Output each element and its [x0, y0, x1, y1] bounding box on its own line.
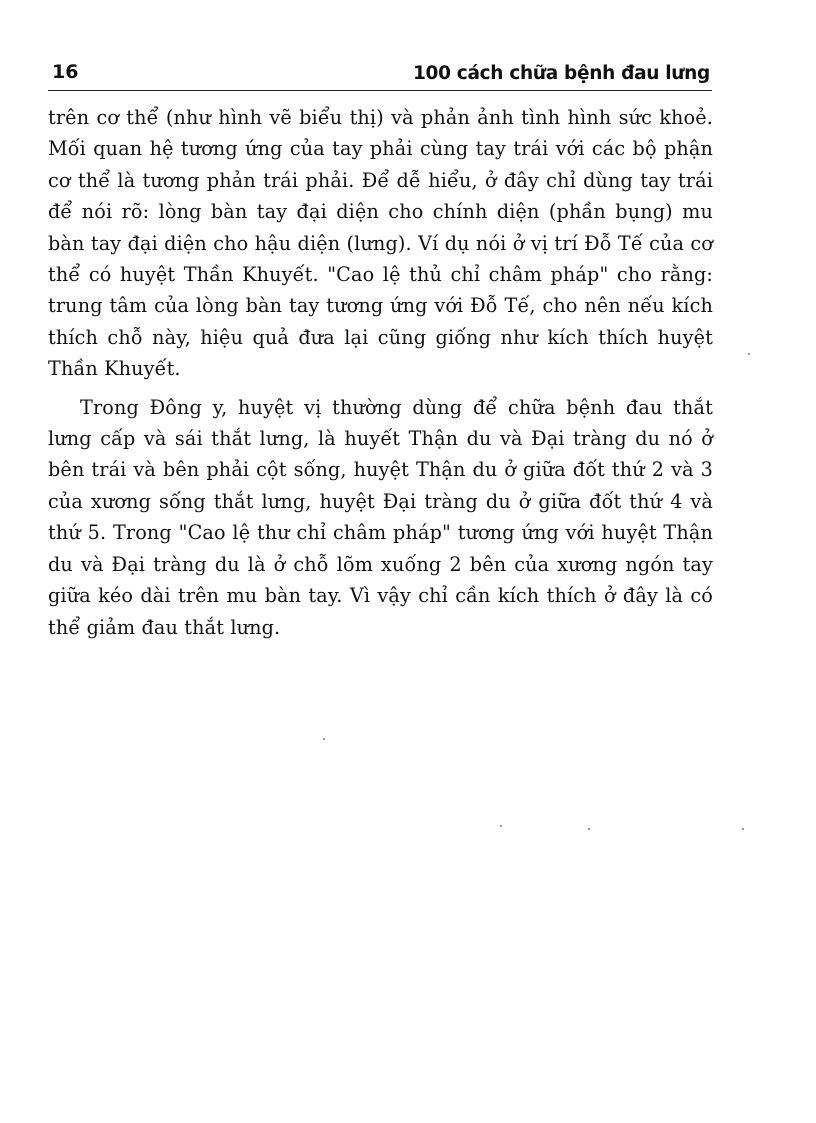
scan-speck [742, 828, 744, 830]
scan-speck [500, 825, 502, 827]
scan-speck [323, 738, 325, 740]
running-title: 100 cách chữa bệnh đau lưng [412, 63, 710, 84]
body-text [48, 102, 713, 643]
scan-speck [748, 353, 750, 355]
page-number: 16 [52, 61, 79, 83]
scan-speck [588, 828, 590, 830]
running-header [48, 58, 712, 91]
paragraph-acupoints: Trong Đông y, huyệt vị thường dùng để chữa bệnh đau thắt lưng cấp và sái thắt lưng, là huyết Thận du và Đại tràng du nó ở bên trái và bên phải cột sống, huyệt Thận du ở giữa đốt thứ 2 và 3 của xương sống thắt lưng, huyệt Đại tràng du ở giữa đốt thứ 4 và thứ 5. Trong "Cao lệ thư chỉ châm pháp" tương ứng với huyệt Thận du và Đại tràng du là ở chỗ lõm xuống 2 bên của xương ngón tay giữa kéo dài trên mu bàn tay. Vì vậy chỉ cần kích thích ở đây là có thể giảm đau thắt lưng. [48, 395, 713, 639]
paragraph-continued: trên cơ thể (như hình vẽ biểu thị) và phản ảnh tình hình sức khoẻ. Mối quan hệ tương ứng của tay phải cùng tay trái với các bộ phận cơ thể là tương phản trái phải. Để dễ hiểu, ở đây chỉ dùng tay trái để nói rõ: lòng bàn tay đại diện cho chính diện (phần bụng) mu bàn tay đại diện cho hậu diện (lưng). Ví dụ nói ở vị trí Đỗ Tế của cơ thể có huyệt Thần Khuyết. "Cao lệ thủ chỉ châm pháp" cho rằng: trung tâm của lòng bàn tay tương ứng với Đỗ Tế, cho nên nếu kích thích chỗ này, hiệu quả đưa lại cũng giống như kích thích huyệt Thần Khuyết. [48, 106, 713, 381]
